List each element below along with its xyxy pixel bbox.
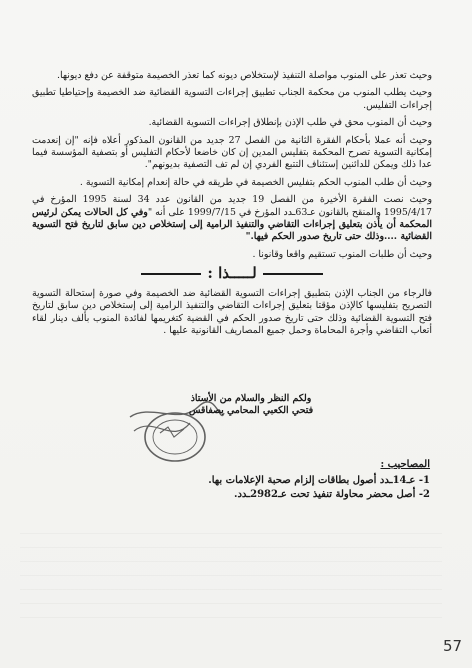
attachment-item: 2- أصل محضر محاولة تنفيذ تحت عـ2982ـدد.	[234, 489, 430, 500]
paragraph-5: وحيث أن طلب المنوب الحكم بتفليس الخصيمة في طريقه في حالة إنعدام إمكانية التسوية .	[79, 176, 432, 188]
heading-rule	[141, 273, 201, 275]
paragraph-law	[32, 194, 432, 244]
signoff-line-2: فتحي الكعبي المحامي بصفاقس	[188, 405, 314, 416]
paragraph-3: وحيث أن المنوب محق في طلب الإذن بإنطلاق إجراءات التسوية القضائية.	[148, 117, 432, 129]
heading-rule	[263, 273, 323, 275]
document-body	[32, 70, 432, 342]
attachments	[50, 458, 430, 502]
paragraph-4: وحيث أنه عملا بأحكام الفقرة الثانية من الفصل 27 جديد من القانون المذكور أعلاه فإنه "إن إنعدمت إمكانية التسوية تصرح المحكمة بتفليس المدين إن كان خاضعا لأحكام التفليس أو بتصفية المؤسسة فيما عدا ذلك ويمكن للدائنين إستئناف التتبع الفردي إن لم تف التصفية بديونهم".	[32, 134, 432, 171]
paragraph-1: وحيث تعذر على المنوب مواصلة التنفيذ لإستخلاص ديونه كما تعذر الخصيمة متوقفة عن دفع ديونها.	[57, 70, 432, 81]
paragraph-2: وحيث يطلب المنوب من محكمة الجناب تطبيق إجراءات التسوية القضائية ضد الخصيمة وإحتياطيا تطبيق إجراءات التفليس.	[32, 87, 432, 111]
law-intro: وحيث نصت الفقرة الأخيرة من الفصل 19 جديد من القانون عدد 34 لسنة 1995 المؤرخ في 1995/4/17 والمنقح بالقانون عـ63ـدد المؤرخ في 1999/7/15 على أنه "	[32, 194, 432, 218]
section-heading: لـــــذا :	[32, 267, 432, 279]
request-paragraph: فالرجاء من الجناب الإذن بتطبيق إجراءات التسوية القضائية ضد الخصيمة وفي صورة إستحالة التسوية التصريح بتفليسها كالإذن مؤقتا بتعليق إجراءات التقاضي والتنفيذ الرامية إلى إستخلاص دين سابق لتاريخ فتح التسوية القضائية وذلك حتى تاريخ صدور الحكم في القضية كتغريمها لفائدة المنوب بألف دينار لقاء أتعاب التقاضي وأجرة المحاماة وحمل جميع المصاريف القانونية عليها .	[32, 287, 432, 336]
paragraph-last: وحيث أن طلبات المنوب تستقيم واقعا وقانونا .	[252, 248, 432, 260]
reverse-side-bleed	[20, 520, 442, 630]
law-quote: وفي كل الحالات يمكن لرئيس المحكمة أن يأذن بتعليق إجراءات التقاضي والتنفيذ الرامية إلى إستخلاص دين سابق لتاريخ فتح التسوية القضائية ....وذلك حتى تاريخ صدور الحكم فيها."	[32, 206, 432, 243]
attachments-title: المصاحيب :	[380, 459, 430, 470]
signoff-line-1: ولكم النظر والسلام من الأستاذ	[190, 393, 312, 404]
page-number: 57	[443, 637, 463, 655]
attachment-item: 1- عـ14ـدد أصول بطاقات إلزام صحبة الإعلامات بها.	[208, 475, 430, 486]
signoff-block	[166, 393, 336, 417]
